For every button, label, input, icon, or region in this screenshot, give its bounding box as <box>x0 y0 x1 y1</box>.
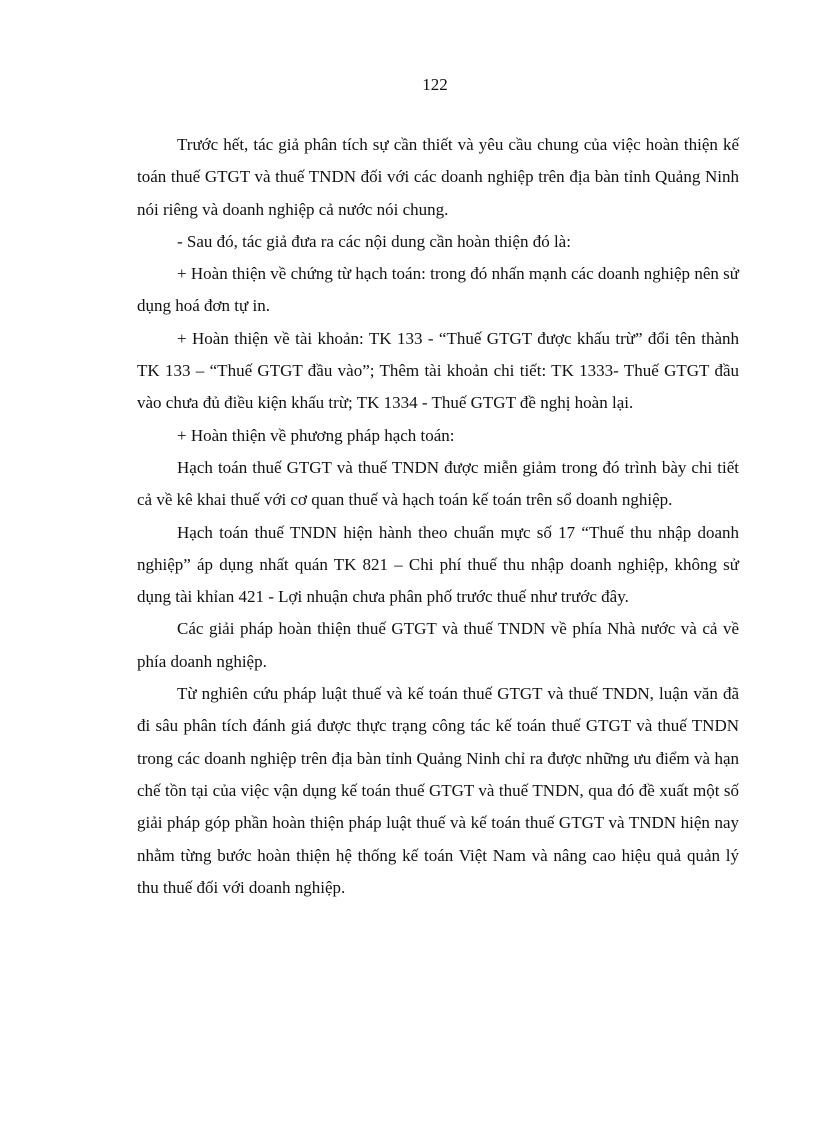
paragraph: Trước hết, tác giả phân tích sự cần thiết và yêu cầu chung của việc hoàn thiện kế toán thuế GTGT và thuế TNDN đối với các doanh nghiệp trên địa bàn tỉnh Quảng Ninh nói riêng và doanh nghiệp cả nước nói chung. <box>137 135 739 219</box>
paragraph: Hạch toán thuế GTGT và thuế TNDN được miễn giảm trong đó trình bày chi tiết cả về kê khai thuế với cơ quan thuế và hạch toán kế toán trên sổ doanh nghiệp. <box>137 457 739 510</box>
paragraph: Các giải pháp hoàn thiện thuế GTGT và thuế TNDN về phía Nhà nước và cả về phía doanh nghiệp. <box>137 619 739 671</box>
paragraph: + Hoàn thiện về phương pháp hạch toán: <box>177 425 455 445</box>
paragraph: - Sau đó, tác giả đưa ra các nội dung cần hoàn thiện đó là: <box>177 231 571 251</box>
page-number: 122 <box>422 75 448 94</box>
paragraph: Hạch toán thuế TNDN hiện hành theo chuẩn mực số 17 “Thuế thu nhập doanh nghiệp” áp dụng nhất quán TK 821 – Chi phí thuế thu nhập doanh nghiệp, không sử dụng tài khỉan 421 - Lợi nhuận chưa phân phố trước thuế như trước đây. <box>137 522 739 607</box>
body-text <box>137 129 739 904</box>
paragraph: + Hoàn thiện về chứng từ hạch toán: trong đó nhấn mạnh các doanh nghiệp nên sử dụng hoá đơn tự in. <box>137 264 739 316</box>
paragraph: + Hoàn thiện về tài khoản: TK 133 - “Thuế GTGT được khấu trừ” đổi tên thành TK 133 – “Thuế GTGT đầu vào”; Thêm tài khoản chi tiết: TK 1333- Thuế GTGT đầu vào chưa đủ điều kiện khấu trừ; TK 1334 - Thuế GTGT đề nghị hoàn lại. <box>137 328 739 413</box>
paragraph: Từ nghiên cứu pháp luật thuế và kế toán thuế GTGT và thuế TNDN, luận văn đã đi sâu phân tích đánh giá được thực trạng công tác kế toán thuế GTGT và thuế TNDN trong các doanh nghiệp trên địa bàn tỉnh Quảng Ninh chỉ ra được những ưu điểm và hạn chế tồn tại của việc vận dụng kế toán thuế GTGT và thuế TNDN, qua đó đề xuất một số giải pháp góp phần hoàn thiện pháp luật thuế và kế toán thuế GTGT và TNDN hiện nay nhằm từng bước hoàn thiện hệ thống kế toán Việt Nam và nâng cao hiệu quả quản lý thu thuế đối với doanh nghiệp. <box>137 684 739 897</box>
